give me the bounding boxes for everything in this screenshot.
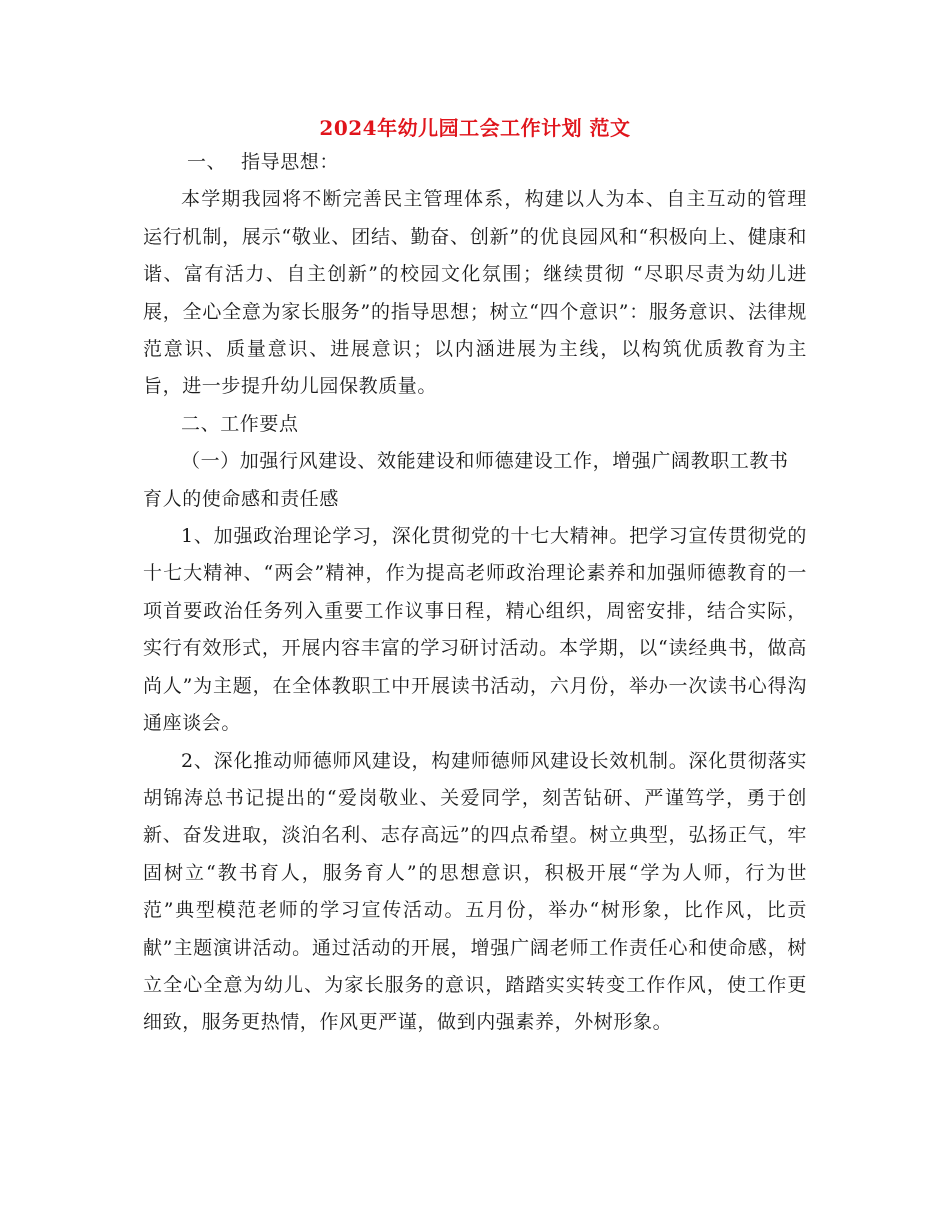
document-page <box>143 112 807 1042</box>
section-1-body: 本学期我园将不断完善民主管理体系，构建以人为本、自主互动的管理运行机制，展示“敬业、团结、勤奋、创新”的优良园风和“积极向上、健康和谐、富有活力、自主创新”的校园文化氛围；继续贯彻 “尽职尽责为幼儿进展，全心全意为家长服务”的指导思想；树立“四个意识”：服务意识、法律规范意识、质量意识、进展意识；以内涵进展为主线，以构筑优质教育为主旨，进一步提升幼儿园保教质量。 <box>143 188 807 398</box>
subsection-1-heading: （一）加强行风建设、效能建设和师德建设工作，增强广阔教职工教书育人的使命感和责任感 <box>143 450 789 510</box>
item-1-paragraph: 1、加强政治理论学习，深化贯彻党的十七大精神。把学习宣传贯彻党的十七大精神、“两会”精神，作为提高老师政治理论素养和加强师德教育的一项首要政治任务列入重要工作议事日程，精心组织，周密安排，结合实际，实行有效形式，开展内容丰富的学习研讨活动。本学期，以“读经典书，做高尚人”为主题，在全体教职工中开展读书活动，六月份，举办一次读书心得沟通座谈会。 <box>143 525 807 735</box>
item-2-paragraph: 2、深化推动师德师风建设，构建师德师风建设长效机制。深化贯彻落实胡锦涛总书记提出的“爱岗敬业、关爱同学，刻苦钻研、严谨笃学，勇于创新、奋发进取，淡泊名利、志存高远”的四点希望。树立典型，弘扬正气，牢固树立“教书育人，服务育人”的思想意识，积极开展“学为人师，行为世范”典型模范老师的学习宣传活动。五月份，举办“树形象，比作风，比贡献”主题演讲活动。通过活动的开展，增强广阔老师工作责任心和使命感，树立全心全意为幼儿、为家长服务的意识，踏踏实实转变工作作风，使工作更细致，服务更热情，作风更严谨，做到内强素养，外树形象。 <box>143 749 807 1034</box>
section-1-title: 指导思想： <box>241 151 340 173</box>
section-1-number: 一、 <box>187 151 227 173</box>
document-title: 2024年幼儿园工会工作计划 范文 <box>319 116 631 140</box>
section-1-heading <box>143 144 807 181</box>
section-2-heading: 二、工作要点 <box>181 412 299 435</box>
